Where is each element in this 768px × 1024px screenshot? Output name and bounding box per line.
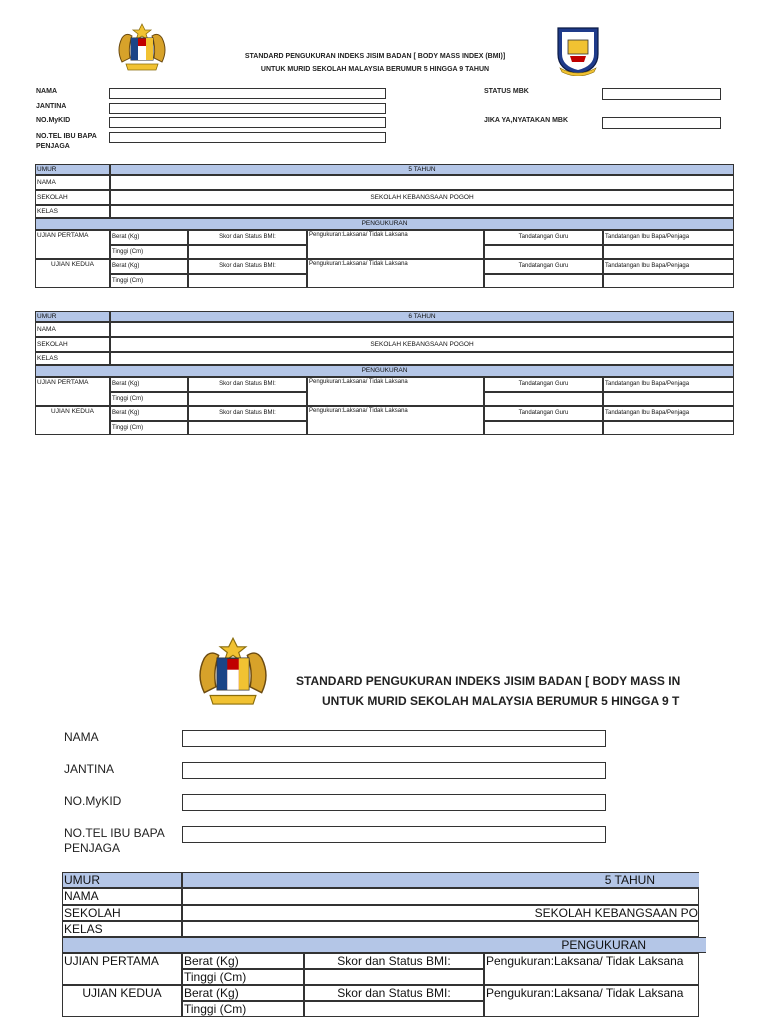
zoom-skor-label: Skor dan Status BMI: bbox=[304, 953, 484, 969]
kelas-row-label: KELAS bbox=[35, 205, 110, 218]
tel-label bbox=[36, 132, 97, 152]
zoom-pengukuran-status: Pengukuran:Laksana/ Tidak Laksana bbox=[484, 985, 699, 1017]
zoom-subtitle: UNTUK MURID SEKOLAH MALAYSIA BERUMUR 5 HINGGA 9 T bbox=[322, 694, 680, 708]
zoom-ujian-kedua-label: UJIAN KEDUA bbox=[62, 985, 182, 1017]
status-mbk-label: STATUS MBK bbox=[484, 88, 529, 95]
zoom-skor-label: Skor dan Status BMI: bbox=[304, 985, 484, 1001]
page-title: STANDARD PENGUKURAN INDEKS JISIM BADAN [ BODY MASS INDEX (BMI)] bbox=[244, 53, 506, 60]
zoom-title: STANDARD PENGUKURAN INDEKS JISIM BADAN [ BODY MASS IN bbox=[296, 674, 681, 688]
zoom-age-value: 5 TAHUN bbox=[182, 872, 699, 888]
zoom-nama-field[interactable] bbox=[182, 730, 606, 747]
zoom-nama-row-value[interactable] bbox=[182, 888, 699, 905]
ujian-kedua-label: UJIAN KEDUA bbox=[35, 406, 110, 435]
zoom-tel-label bbox=[64, 826, 165, 856]
umur-label: UMUR bbox=[35, 164, 110, 175]
school-name: SEKOLAH KEBANGSAAN POGOH bbox=[110, 337, 734, 352]
tinggi-label: Tinggi (Cm) bbox=[110, 392, 188, 406]
jantina-label: JANTINA bbox=[36, 103, 67, 110]
skor-label: Skor dan Status BMI: bbox=[188, 377, 307, 392]
zoom-jantina-label: JANTINA bbox=[64, 762, 115, 776]
skor-label: Skor dan Status BMI: bbox=[188, 259, 307, 274]
skor-value[interactable] bbox=[188, 392, 307, 406]
skor-label: Skor dan Status BMI: bbox=[188, 230, 307, 245]
jika-ya-label: JIKA YA,NYATAKAN MBK bbox=[484, 117, 569, 124]
pengukuran-status: Pengukuran:Laksana/ Tidak Laksana bbox=[307, 259, 484, 288]
pengukuran-status: Pengukuran:Laksana/ Tidak Laksana bbox=[307, 377, 484, 406]
coat-of-arms-icon bbox=[112, 22, 172, 76]
tinggi-label: Tinggi (Cm) bbox=[110, 421, 188, 435]
zoom-sekolah-row-label: SEKOLAH bbox=[62, 905, 182, 921]
ujian-pertama-label: UJIAN PERTAMA bbox=[35, 377, 110, 406]
berat-label: Berat (Kg) bbox=[110, 259, 188, 274]
tandatangan-guru: Tandatangan Guru bbox=[484, 259, 603, 274]
status-mbk-field[interactable] bbox=[602, 88, 721, 100]
zoom-mykid-field[interactable] bbox=[182, 794, 606, 811]
zoom-umur-label: UMUR bbox=[62, 872, 182, 888]
tandatangan-ibubapa-value[interactable] bbox=[603, 421, 734, 435]
zoom-mykid-label: NO.MyKID bbox=[64, 794, 122, 808]
zoom-pengukuran-status: Pengukuran:Laksana/ Tidak Laksana bbox=[484, 953, 699, 985]
skor-value[interactable] bbox=[188, 274, 307, 288]
zoom-tel-label-line2: PENJAGA bbox=[64, 841, 121, 855]
nama-row-label: NAMA bbox=[35, 175, 110, 190]
tandatangan-ibubapa: Tandatangan Ibu Bapa/Penjaga bbox=[603, 377, 734, 392]
pengukuran-status: Pengukuran:Laksana/ Tidak Laksana bbox=[307, 230, 484, 259]
skor-value[interactable] bbox=[188, 245, 307, 259]
tandatangan-guru-value[interactable] bbox=[484, 274, 603, 288]
tandatangan-guru-value[interactable] bbox=[484, 245, 603, 259]
zoom-tinggi-label: Tinggi (Cm) bbox=[182, 969, 304, 985]
tel-label-line1: NO.TEL IBU BAPA bbox=[36, 133, 97, 140]
tandatangan-guru-value[interactable] bbox=[484, 392, 603, 406]
pengukuran-status: Pengukuran:Laksana/ Tidak Laksana bbox=[307, 406, 484, 435]
zoom-tel-field[interactable] bbox=[182, 826, 606, 843]
skor-value[interactable] bbox=[188, 421, 307, 435]
berat-label: Berat (Kg) bbox=[110, 406, 188, 421]
ujian-pertama-label: UJIAN PERTAMA bbox=[35, 230, 110, 259]
coat-of-arms-zoom-icon bbox=[190, 632, 276, 716]
sekolah-row-label: SEKOLAH bbox=[35, 190, 110, 205]
age-value: 5 TAHUN bbox=[110, 164, 734, 175]
school-name: SEKOLAH KEBANGSAAN POGOH bbox=[110, 190, 734, 205]
tandatangan-ibubapa: Tandatangan Ibu Bapa/Penjaga bbox=[603, 230, 734, 245]
mykid-field[interactable] bbox=[109, 117, 386, 128]
jantina-field[interactable] bbox=[109, 103, 386, 114]
zoom-kelas-row-value[interactable] bbox=[182, 921, 699, 937]
zoom-school-name: SEKOLAH KEBANGSAAN PO bbox=[182, 905, 699, 921]
nama-row-value[interactable] bbox=[110, 322, 734, 337]
age-value: 6 TAHUN bbox=[110, 311, 734, 322]
zoom-tel-label-line1: NO.TEL IBU BAPA bbox=[64, 826, 165, 840]
berat-label: Berat (Kg) bbox=[110, 377, 188, 392]
tinggi-label: Tinggi (Cm) bbox=[110, 274, 188, 288]
zoom-berat-label: Berat (Kg) bbox=[182, 985, 304, 1001]
tandatangan-ibubapa-value[interactable] bbox=[603, 392, 734, 406]
kelas-row-label: KELAS bbox=[35, 352, 110, 365]
kelas-row-value[interactable] bbox=[110, 352, 734, 365]
tandatangan-guru-value[interactable] bbox=[484, 421, 603, 435]
tel-field[interactable] bbox=[109, 132, 386, 143]
tel-label-line2: PENJAGA bbox=[36, 143, 70, 150]
tandatangan-ibubapa-value[interactable] bbox=[603, 274, 734, 288]
page-subtitle: UNTUK MURID SEKOLAH MALAYSIA BERUMUR 5 HINGGA 9 TAHUN bbox=[260, 66, 490, 73]
tandatangan-guru: Tandatangan Guru bbox=[484, 230, 603, 245]
ujian-kedua-label: UJIAN KEDUA bbox=[35, 259, 110, 288]
tandatangan-guru: Tandatangan Guru bbox=[484, 377, 603, 392]
kelas-row-value[interactable] bbox=[110, 205, 734, 218]
tandatangan-guru: Tandatangan Guru bbox=[484, 406, 603, 421]
zoom-skor-value[interactable] bbox=[304, 969, 484, 985]
tandatangan-ibubapa: Tandatangan Ibu Bapa/Penjaga bbox=[603, 259, 734, 274]
pengukuran-header: PENGUKURAN bbox=[35, 365, 734, 377]
zoom-berat-label: Berat (Kg) bbox=[182, 953, 304, 969]
nama-row-value[interactable] bbox=[110, 175, 734, 190]
zoom-skor-value[interactable] bbox=[304, 1001, 484, 1017]
zoom-ujian-pertama-label: UJIAN PERTAMA bbox=[62, 953, 182, 985]
sekolah-row-label: SEKOLAH bbox=[35, 337, 110, 352]
mykid-label: NO.MyKID bbox=[36, 117, 71, 124]
zoom-nama-label: NAMA bbox=[64, 730, 99, 744]
jika-ya-field[interactable] bbox=[602, 117, 721, 129]
tinggi-label: Tinggi (Cm) bbox=[110, 245, 188, 259]
nama-label: NAMA bbox=[36, 88, 57, 95]
skor-label: Skor dan Status BMI: bbox=[188, 406, 307, 421]
pengukuran-header: PENGUKURAN bbox=[35, 218, 734, 230]
zoom-jantina-field[interactable] bbox=[182, 762, 606, 779]
zoom-kelas-row-label: KELAS bbox=[62, 921, 182, 937]
zoom-nama-row-label: NAMA bbox=[62, 888, 182, 905]
nama-row-label: NAMA bbox=[35, 322, 110, 337]
umur-label: UMUR bbox=[35, 311, 110, 322]
nama-field[interactable] bbox=[109, 88, 386, 99]
zoom-tinggi-label: Tinggi (Cm) bbox=[182, 1001, 304, 1017]
tandatangan-ibubapa-value[interactable] bbox=[603, 245, 734, 259]
tandatangan-ibubapa: Tandatangan Ibu Bapa/Penjaga bbox=[603, 406, 734, 421]
berat-label: Berat (Kg) bbox=[110, 230, 188, 245]
zoom-pengukuran-header: PENGUKURAN bbox=[62, 937, 706, 953]
